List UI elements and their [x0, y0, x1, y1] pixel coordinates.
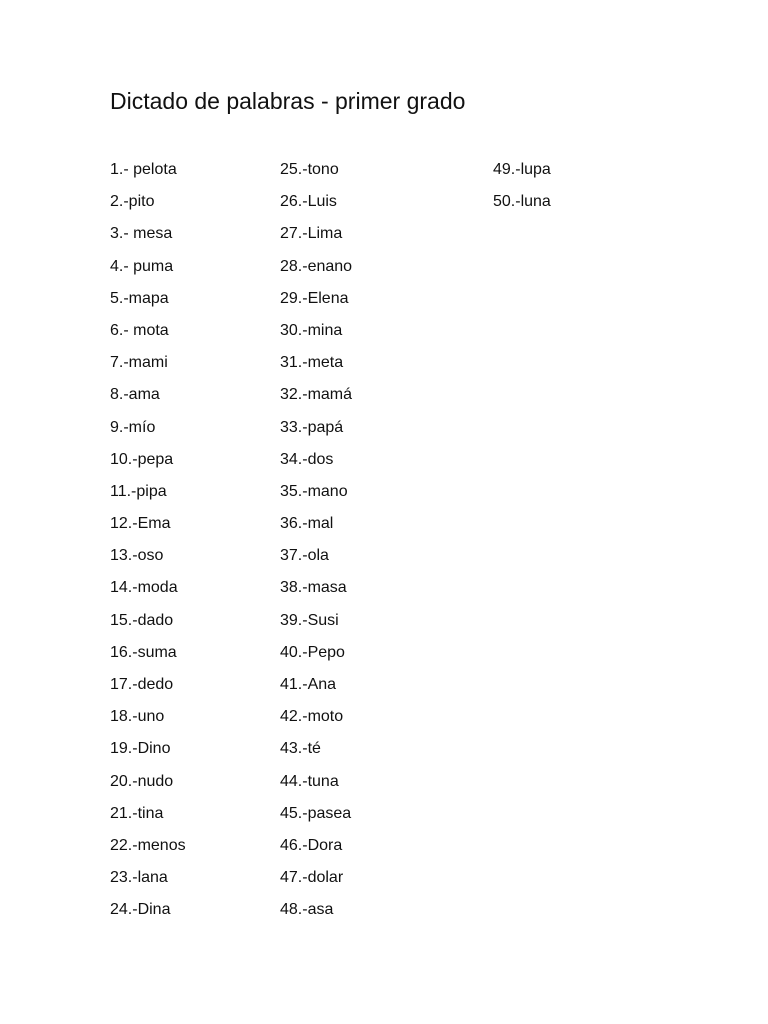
word-item: 20.-nudo [110, 772, 174, 790]
word-item: 23.-lana [110, 869, 168, 887]
word-item: 22.-menos [110, 836, 186, 854]
word-item: 5.-mapa [110, 289, 169, 307]
word-item: 43.-té [280, 740, 321, 758]
word-item: 39.-Susi [280, 611, 339, 629]
word-item: 33.-papá [280, 418, 344, 436]
word-item: 37.-ola [280, 547, 329, 565]
word-item: 38.-masa [280, 579, 347, 597]
word-item: 46.-Dora [280, 836, 343, 854]
word-item: 31.-meta [280, 354, 344, 372]
word-item: 28.-enano [280, 257, 353, 275]
word-item: 24.-Dina [110, 901, 171, 919]
word-item: 25.-tono [280, 161, 339, 178]
word-item: 18.-uno [110, 708, 165, 726]
word-item: 19.-Dino [110, 740, 171, 758]
document-title: Dictado de palabras - primer grado [110, 88, 466, 114]
word-item: 48.-asa [280, 901, 334, 919]
word-item: 10.-pepa [110, 450, 174, 468]
word-item: 50.-luna [493, 193, 551, 211]
word-item: 47.-dolar [280, 869, 344, 887]
word-item: 35.-mano [280, 482, 348, 500]
word-item: 1.- pelota [110, 161, 177, 178]
word-column-1 [110, 157, 186, 930]
word-item: 17.-dedo [110, 676, 174, 693]
word-item: 40.-Pepo [280, 643, 345, 661]
word-item: 11.-pipa [110, 482, 167, 500]
word-item: 2.-pito [110, 193, 155, 211]
word-item: 15.-dado [110, 611, 174, 629]
word-item: 32.-mamá [280, 386, 353, 404]
word-item: 12.-Ema [110, 515, 171, 533]
word-column-2 [280, 157, 352, 930]
word-item: 42.-moto [280, 708, 344, 726]
word-item: 34.-dos [280, 450, 334, 468]
word-item: 26.-Luis [280, 193, 337, 211]
word-item: 8.-ama [110, 386, 160, 404]
word-item: 9.-mío [110, 418, 156, 436]
word-item: 7.-mami [110, 354, 168, 372]
word-item: 41.-Ana [280, 676, 337, 693]
word-item: 6.- mota [110, 321, 169, 339]
word-column-3 [493, 157, 551, 221]
word-item: 29.-Elena [280, 289, 349, 307]
word-item: 13.-oso [110, 547, 164, 565]
word-item: 36.-mal [280, 515, 334, 533]
word-item: 16.-suma [110, 643, 177, 661]
word-item: 27.-Lima [280, 225, 343, 243]
word-item: 30.-mina [280, 321, 343, 339]
word-item: 3.- mesa [110, 225, 173, 243]
word-item: 4.- puma [110, 257, 174, 275]
word-item: 44.-tuna [280, 772, 339, 790]
word-item: 49.-lupa [493, 161, 551, 178]
word-item: 21.-tina [110, 804, 164, 822]
word-item: 14.-moda [110, 579, 178, 597]
word-item: 45.-pasea [280, 804, 352, 822]
